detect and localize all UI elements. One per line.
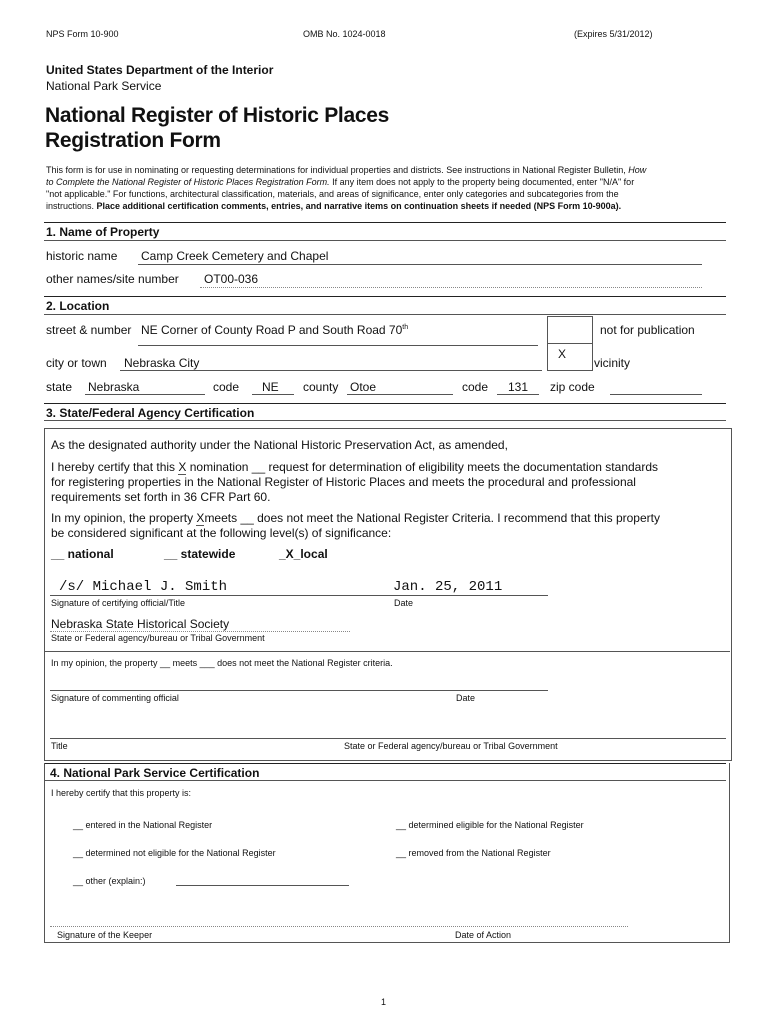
- page-number: 1: [381, 997, 387, 1007]
- page-title-line1: National Register of Historic Places: [45, 104, 389, 127]
- option-not-eligible[interactable]: __ determined not eligible for the National Register: [73, 848, 276, 858]
- date-of-action-label: Date of Action: [455, 930, 512, 940]
- form-number: NPS Form 10-900: [46, 29, 119, 39]
- state-agency-label: State or Federal agency/bureau or Tribal Government: [51, 633, 265, 643]
- divider: [44, 314, 726, 315]
- divider: [44, 651, 730, 652]
- keeper-signature-line[interactable]: [50, 926, 628, 927]
- option-determined-eligible[interactable]: __ determined eligible for the National Register: [396, 820, 584, 830]
- city-label: city or town: [46, 356, 107, 370]
- department-name: United States Department of the Interior: [46, 63, 274, 77]
- opinion-statement-2: be considered significant at the following level(s) of significance:: [51, 526, 392, 540]
- level-local[interactable]: _X_local: [279, 547, 328, 561]
- other-names-field[interactable]: OT00-036: [204, 272, 259, 286]
- signature-line: [50, 595, 548, 596]
- opinion-statement: In my opinion, the property Xmeets __ does not meet the National Register Criteria. I recommend that this property: [51, 511, 660, 525]
- commenting-date-label: Date: [456, 693, 476, 703]
- field-underline: [252, 394, 294, 395]
- other-names-label: other names/site number: [46, 272, 179, 286]
- vicinity-checkbox[interactable]: [547, 343, 593, 371]
- field-underline: [138, 345, 538, 346]
- expiration-date: (Expires 5/31/2012): [574, 29, 653, 39]
- state-code-label: code: [213, 380, 240, 394]
- commenting-opinion: In my opinion, the property __ meets ___ does not meet the National Register criteria.: [51, 658, 393, 668]
- box-border: [729, 763, 730, 943]
- keeper-signature-label: Signature of the Keeper: [57, 930, 153, 940]
- commenting-signature-line[interactable]: [50, 690, 548, 691]
- certifying-date[interactable]: Jan. 25, 2011: [393, 579, 503, 595]
- date-label: Date: [394, 598, 414, 608]
- intro-paragraph: This form is for use in nominating or requesting determinations for individual properties and districts. See instructions in National Register Bulletin, How to Complete the National Register of Historic Places Registration Form. If any item does not apply to the property being documented, enter "N/A" for "not applicable." For functions, architectural classification, materials, and areas of significance, enter only categories and subcategories from the instructions. Place additional certification comments, entries, and narrative items on continuation sheets if needed (NPS Form 10-900a).: [46, 165, 647, 211]
- explain-field[interactable]: [176, 885, 349, 886]
- option-removed[interactable]: __ removed from the National Register: [396, 848, 551, 858]
- zip-code-label: zip code: [550, 380, 595, 394]
- level-statewide[interactable]: __ statewide: [164, 547, 236, 561]
- certify-statement-2: for registering properties in the National Register of Historic Places and meets the procedural and professional: [51, 475, 636, 489]
- street-field[interactable]: NE Corner of County Road P and South Road 70th: [141, 323, 409, 337]
- divider: [44, 780, 726, 781]
- level-national[interactable]: __ national: [51, 547, 114, 561]
- certify-statement: I hereby certify that this X nomination __ request for determination of eligibility meets the documentation standards: [51, 460, 659, 474]
- state-code-field[interactable]: NE: [262, 380, 279, 394]
- page-title-line2: Registration Form: [45, 129, 221, 152]
- commenting-signature-label: Signature of commenting official: [51, 693, 179, 703]
- divider: [44, 763, 726, 764]
- authority-statement: As the designated authority under the National Historic Preservation Act, as amended,: [51, 438, 508, 452]
- nps-certify-intro: I hereby certify that this property is:: [51, 788, 192, 798]
- box-border: [44, 942, 730, 943]
- county-field[interactable]: Otoe: [350, 380, 377, 394]
- county-code-label: code: [462, 380, 489, 394]
- title-label: Title: [51, 741, 68, 751]
- omb-number: OMB No. 1024-0018: [303, 29, 386, 39]
- divider: [44, 240, 726, 241]
- street-label: street & number: [46, 323, 132, 337]
- state-field[interactable]: Nebraska: [88, 380, 140, 394]
- certifying-signature[interactable]: /s/ Michael J. Smith: [59, 579, 228, 595]
- agency-label-2: State or Federal agency/bureau or Tribal Government: [344, 741, 558, 751]
- county-code-field[interactable]: 131: [508, 380, 529, 394]
- vicinity-label: vicinity: [594, 356, 631, 370]
- section-3-heading: 3. State/Federal Agency Certification: [46, 406, 255, 420]
- option-entered[interactable]: __ entered in the National Register: [73, 820, 213, 830]
- field-underline: [497, 394, 539, 395]
- city-field[interactable]: Nebraska City: [124, 356, 200, 370]
- state-label: state: [46, 380, 73, 394]
- service-name: National Park Service: [46, 79, 162, 93]
- divider: [44, 420, 726, 421]
- vicinity-mark: X: [558, 347, 567, 361]
- option-other[interactable]: __ other (explain:): [73, 876, 146, 886]
- signature-label: Signature of certifying official/Title: [51, 598, 186, 608]
- zip-code-field[interactable]: [610, 394, 702, 395]
- field-underline: [200, 287, 702, 288]
- divider: [44, 296, 726, 297]
- field-underline: [347, 394, 453, 395]
- historic-name-field[interactable]: Camp Creek Cemetery and Chapel: [141, 249, 329, 263]
- divider: [44, 403, 726, 404]
- section-4-heading: 4. National Park Service Certification: [50, 766, 260, 780]
- state-agency-field[interactable]: Nebraska State Historical Society: [51, 617, 230, 631]
- not-for-publication-checkbox[interactable]: [547, 316, 593, 344]
- field-underline: [120, 370, 542, 371]
- field-underline: [85, 394, 205, 395]
- historic-name-label: historic name: [46, 249, 118, 263]
- certify-statement-3: requirements set forth in 36 CFR Part 60.: [51, 490, 271, 504]
- county-label: county: [303, 380, 339, 394]
- section-2-heading: 2. Location: [46, 299, 110, 313]
- not-for-publication-label: not for publication: [600, 323, 695, 337]
- divider: [44, 222, 726, 223]
- box-border: [44, 763, 45, 943]
- section-1-heading: 1. Name of Property: [46, 225, 160, 239]
- field-underline: [50, 631, 350, 632]
- field-underline: [138, 264, 702, 265]
- title-line[interactable]: [50, 738, 726, 739]
